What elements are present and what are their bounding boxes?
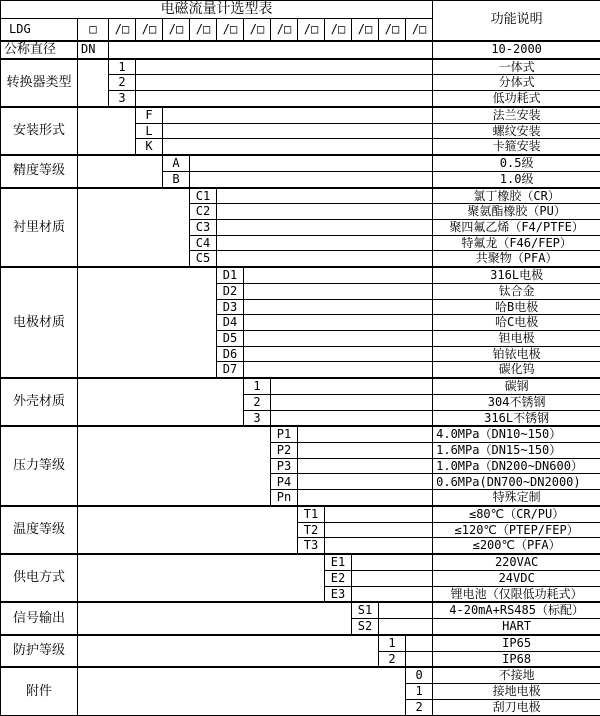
desc-cell-lining-material: 特氟龙（F46/FEP） (433, 235, 600, 251)
spacer-right (217, 204, 433, 220)
spacer-right (352, 586, 433, 602)
code-cell-electrode-material: D1 (217, 267, 244, 283)
code-cell-electrode-material: D4 (217, 315, 244, 331)
desc-cell-temperature-rating: ≤200℃（PFA） (433, 538, 600, 554)
category-label-accessories: 附件 (1, 667, 78, 715)
desc-cell-pressure-rating: 0.6MPa(DN700~DN2000) (433, 474, 600, 490)
model-slot-box: /□ (352, 19, 379, 41)
desc-cell-electrode-material: 钽电极 (433, 330, 600, 346)
spacer-right (379, 619, 433, 635)
code-cell-converter-type: 3 (109, 91, 136, 107)
spacer-right (244, 346, 433, 362)
spacer-right (325, 522, 433, 538)
code-cell-installation-type: L (136, 123, 163, 139)
spacer-left (78, 667, 406, 715)
code-cell-accessories: 0 (406, 667, 433, 683)
spacer-right (190, 171, 433, 187)
spacer-right (190, 155, 433, 171)
code-cell-lining-material: C3 (190, 219, 217, 235)
spacer-right (163, 107, 433, 123)
code-cell-electrode-material: D6 (217, 346, 244, 362)
model-slot-box: /□ (217, 19, 244, 41)
selection-table-body (1, 1, 600, 716)
spacer-right (163, 139, 433, 155)
spacer-right (163, 123, 433, 139)
model-first-box: □ (78, 19, 109, 41)
desc-cell-signal-output: HART (433, 619, 600, 635)
code-cell-protection-rating: 2 (379, 651, 406, 667)
desc-cell-protection-rating: IP65 (433, 635, 600, 651)
category-label-power-supply: 供电方式 (1, 554, 78, 602)
spacer-right (271, 394, 433, 410)
category-label-electrode-material: 电极材质 (1, 267, 78, 378)
spacer-left (78, 59, 109, 107)
spacer-left (78, 602, 352, 635)
code-cell-housing-material: 2 (244, 394, 271, 410)
code-cell-electrode-material: D2 (217, 283, 244, 299)
model-slot-box: /□ (379, 19, 406, 41)
desc-cell-accessories: 不接地 (433, 667, 600, 683)
code-cell-pressure-rating: P2 (271, 443, 298, 459)
spacer-right (217, 219, 433, 235)
spacer-left (78, 554, 325, 602)
model-slot-box: /□ (109, 19, 136, 41)
desc-cell-electrode-material: 哈B电极 (433, 299, 600, 315)
code-cell-lining-material: C1 (190, 188, 217, 204)
spacer-left (78, 155, 163, 188)
desc-cell-housing-material: 316L不锈钢 (433, 410, 600, 426)
code-cell-signal-output: S1 (352, 602, 379, 618)
spacer-right (244, 267, 433, 283)
spacer-right (379, 602, 433, 618)
desc-cell-accuracy-grade: 0.5级 (433, 155, 600, 171)
code-cell-power-supply: E1 (325, 554, 352, 570)
spacer-right (298, 458, 433, 474)
spacer-right (298, 443, 433, 459)
code-cell-accessories: 2 (406, 699, 433, 715)
code-cell-pressure-rating: P1 (271, 426, 298, 442)
spacer-left (78, 188, 190, 268)
spacer-right (217, 235, 433, 251)
category-label-converter-type: 转换器类型 (1, 59, 78, 107)
desc-cell-electrode-material: 哈C电极 (433, 315, 600, 331)
spacer-right (352, 554, 433, 570)
desc-cell-temperature-rating: ≤120℃（PTEP/FEP） (433, 522, 600, 538)
spacer-left (78, 267, 217, 378)
code-cell-accuracy-grade: A (163, 155, 190, 171)
category-label-signal-output: 信号输出 (1, 602, 78, 635)
spacer-right (271, 378, 433, 394)
desc-cell-pressure-rating: 1.6MPa（DN15~150） (433, 443, 600, 459)
category-label-accuracy-grade: 精度等级 (1, 155, 78, 188)
spacer-right (244, 362, 433, 378)
code-cell-housing-material: 3 (244, 410, 271, 426)
model-slot-box: /□ (190, 19, 217, 41)
desc-cell-converter-type: 分体式 (433, 75, 600, 91)
code-cell-converter-type: 1 (109, 59, 136, 75)
code-cell-lining-material: C5 (190, 251, 217, 267)
desc-cell-nominal-diameter: 10-2000 (433, 41, 600, 59)
desc-cell-installation-type: 卡箍安装 (433, 139, 600, 155)
model-slot-box: /□ (136, 19, 163, 41)
code-cell-converter-type: 2 (109, 75, 136, 91)
model-slot-box: /□ (406, 19, 433, 41)
spacer-right (109, 41, 433, 59)
model-slot-box: /□ (325, 19, 352, 41)
code-cell-installation-type: F (136, 107, 163, 123)
code-cell-pressure-rating: P3 (271, 458, 298, 474)
desc-cell-installation-type: 法兰安装 (433, 107, 600, 123)
desc-cell-housing-material: 304不锈钢 (433, 394, 600, 410)
desc-cell-power-supply: 锂电池（仅限低功耗式） (433, 586, 600, 602)
spacer-right (406, 635, 433, 651)
spacer-right (298, 490, 433, 506)
model-slot-box: /□ (298, 19, 325, 41)
spacer-right (244, 283, 433, 299)
category-label-lining-material: 衬里材质 (1, 188, 78, 268)
spacer-right (298, 474, 433, 490)
spacer-right (136, 75, 433, 91)
code-cell-lining-material: C2 (190, 204, 217, 220)
spacer-left (78, 426, 271, 506)
spacer-right (325, 506, 433, 522)
desc-cell-electrode-material: 碳化钨 (433, 362, 600, 378)
desc-cell-electrode-material: 316L电极 (433, 267, 600, 283)
spacer-right (217, 188, 433, 204)
desc-cell-temperature-rating: ≤80℃（CR/PU） (433, 506, 600, 522)
spacer-right (136, 91, 433, 107)
desc-cell-electrode-material: 钛合金 (433, 283, 600, 299)
desc-cell-pressure-rating: 4.0MPa（DN10~150） (433, 426, 600, 442)
category-label-protection-rating: 防护等级 (1, 635, 78, 668)
desc-cell-lining-material: 共聚物（PFA） (433, 251, 600, 267)
category-label-housing-material: 外壳材质 (1, 378, 78, 426)
model-slot-box: /□ (271, 19, 298, 41)
code-cell-temperature-rating: T2 (298, 522, 325, 538)
code-cell-electrode-material: D5 (217, 330, 244, 346)
spacer-right (244, 315, 433, 331)
desc-cell-pressure-rating: 1.0MPa（DN200~DN600） (433, 458, 600, 474)
code-cell-temperature-rating: T3 (298, 538, 325, 554)
category-label-pressure-rating: 压力等级 (1, 426, 78, 506)
spacer-right (406, 651, 433, 667)
category-label-nominal-diameter: 公称直径 (1, 41, 78, 59)
spacer-left (78, 378, 244, 426)
code-cell-temperature-rating: T1 (298, 506, 325, 522)
desc-cell-signal-output: 4-20mA+RS485（标配） (433, 602, 600, 618)
code-cell-accessories: 1 (406, 684, 433, 700)
table-title: 电磁流量计选型表 (1, 1, 433, 19)
code-cell-protection-rating: 1 (379, 635, 406, 651)
code-cell-accuracy-grade: B (163, 171, 190, 187)
code-cell-housing-material: 1 (244, 378, 271, 394)
function-header: 功能说明 (433, 1, 600, 41)
spacer-right (136, 59, 433, 75)
spacer-left (78, 635, 379, 668)
desc-cell-accuracy-grade: 1.0级 (433, 171, 600, 187)
model-slot-box: /□ (244, 19, 271, 41)
model-prefix: LDG (1, 19, 78, 41)
category-label-installation-type: 安装形式 (1, 107, 78, 155)
code-cell-signal-output: S2 (352, 619, 379, 635)
code-cell-nominal-diameter: DN (78, 41, 109, 59)
desc-cell-converter-type: 低功耗式 (433, 91, 600, 107)
spacer-left (78, 506, 298, 554)
desc-cell-converter-type: 一体式 (433, 59, 600, 75)
desc-cell-accessories: 刮刀电极 (433, 699, 600, 715)
desc-cell-protection-rating: IP68 (433, 651, 600, 667)
spacer-right (352, 570, 433, 586)
desc-cell-power-supply: 24VDC (433, 570, 600, 586)
desc-cell-accessories: 接地电极 (433, 684, 600, 700)
spacer-right (244, 330, 433, 346)
code-cell-pressure-rating: P4 (271, 474, 298, 490)
code-cell-pressure-rating: Pn (271, 490, 298, 506)
spacer-right (244, 299, 433, 315)
desc-cell-power-supply: 220VAC (433, 554, 600, 570)
spacer-right (217, 251, 433, 267)
model-slot-box: /□ (163, 19, 190, 41)
desc-cell-installation-type: 螺纹安装 (433, 123, 600, 139)
desc-cell-lining-material: 聚四氟乙烯（F4/PTFE） (433, 219, 600, 235)
desc-cell-lining-material: 聚氨酯橡胶（PU） (433, 204, 600, 220)
spacer-left (78, 107, 136, 155)
code-cell-lining-material: C4 (190, 235, 217, 251)
spacer-right (298, 426, 433, 442)
code-cell-power-supply: E3 (325, 586, 352, 602)
spacer-right (325, 538, 433, 554)
category-label-temperature-rating: 温度等级 (1, 506, 78, 554)
desc-cell-electrode-material: 铂铱电极 (433, 346, 600, 362)
code-cell-installation-type: K (136, 139, 163, 155)
code-cell-electrode-material: D3 (217, 299, 244, 315)
desc-cell-housing-material: 碳钢 (433, 378, 600, 394)
desc-cell-pressure-rating: 特殊定制 (433, 490, 600, 506)
code-cell-power-supply: E2 (325, 570, 352, 586)
desc-cell-lining-material: 氯丁橡胶（CR） (433, 188, 600, 204)
code-cell-electrode-material: D7 (217, 362, 244, 378)
spacer-right (271, 410, 433, 426)
